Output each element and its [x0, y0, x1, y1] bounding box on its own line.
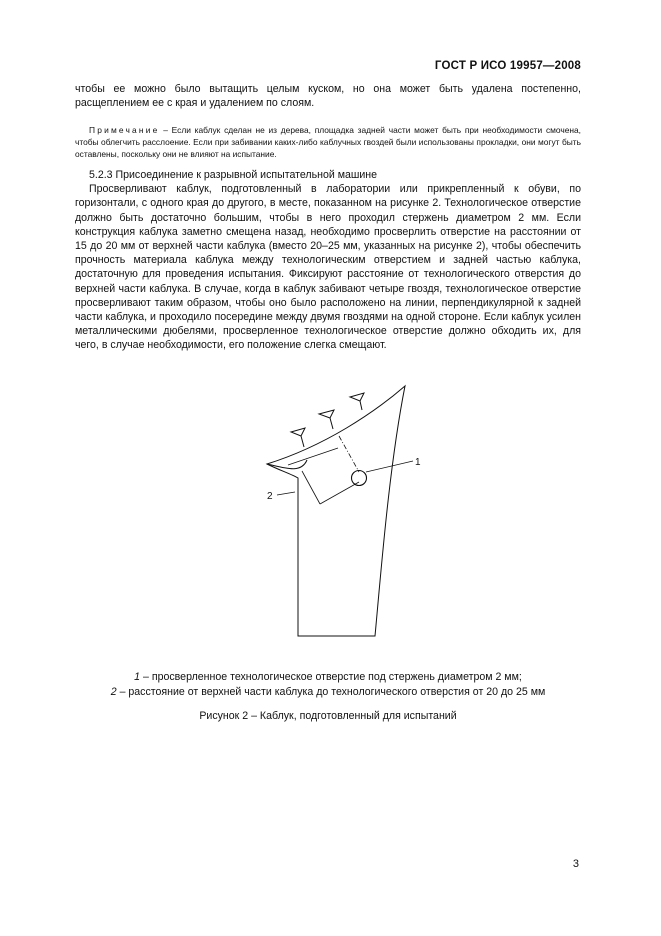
dimension-line-bottom [320, 482, 359, 504]
heel-outline [267, 386, 405, 636]
nail-right [350, 393, 364, 410]
page-number: 3 [572, 858, 579, 870]
nail-left [291, 428, 305, 447]
leader-line-2 [277, 492, 295, 495]
figure-caption: Рисунок 2 – Каблук, подготовленный для испытаний [199, 710, 457, 722]
figure-legend [75, 670, 581, 700]
drilled-hole [352, 471, 367, 486]
note-paragraph [75, 124, 581, 160]
legend-text-1: – просверленное технологическое отверстие под стержень диаметром 2 мм; [140, 671, 522, 683]
section-body: Просверливают каблук, подготовленный в лаборатории или прикрепленный к обуви, по горизонтали, с одного края до другого, в месте, показанном на рисунке 2. Технологическое отверстие должно быть достаточно большим, чтобы в него проходил стержень диаметром 2 мм. Если конструкция каблука заметно смещена назад, необходимо просверлить отверстие на расстоянии от 15 до 20 мм от верхней части каблука (вместо 20–25 мм, указанных на рисунке 2), чтобы обеспечить прочность материала каблука между технологическим отверстием и задней частью каблука, достаточную для проведения испытания. Фиксируют расстояние от технологического отверстия до верхней части каблука. В случае, когда в каблук забивают четыре гвоздя, технологическое отверстие просверливают таким образом, чтобы оно было расположено на линии, перпендикулярной к задней части каблука, и проходило посередине между двумя гвоздями на одной стороне. Если каблук усилен металлическими дюбелями, просверленное технологическое отверстие должно обходить их, для чего, в случае необходимости, его положение слегка смещают. [75, 183, 581, 352]
center-line [339, 436, 359, 472]
legend-num-2: 2 [110, 686, 117, 698]
callout-2: 2 [267, 491, 273, 502]
dimension-arrow [302, 471, 320, 504]
heel-diagram [255, 372, 425, 652]
nail-middle [319, 410, 334, 429]
section-heading: 5.2.3 Присоединение к разрывной испытательной машине [89, 169, 378, 181]
legend-item-2 [75, 685, 581, 700]
note-label: Примечание [89, 125, 160, 135]
document-header: ГОСТ Р ИСО 19957—2008 [434, 60, 581, 72]
leader-line-1 [366, 461, 413, 472]
heel-figure [255, 372, 425, 657]
legend-item-1 [75, 670, 581, 685]
section-5-2-3 [75, 168, 581, 353]
legend-num-1: 1 [134, 671, 141, 683]
note-text: – Если каблук сделан не из дерева, площадка задней части может быть при необходимости смочена, чтобы облегчить расслоение. Если при забивании каких-либо каблучных гвоздей были использованы прокладки, они могут быть оставлены, поскольку они не влияют на испытание. [75, 125, 581, 159]
intro-paragraph [75, 82, 581, 110]
callout-1: 1 [415, 457, 421, 468]
legend-text-2: – расстояние от верхней части каблука до технологического отверстия от 20 до 25 мм [116, 686, 546, 698]
heel-front-curve [267, 460, 307, 469]
intro-text: чтобы ее можно было вытащить целым куском, но она может быть удалена постепенно, расщеплением ее с края и удалением по слоям. [75, 83, 581, 110]
dimension-line-top [288, 448, 338, 465]
